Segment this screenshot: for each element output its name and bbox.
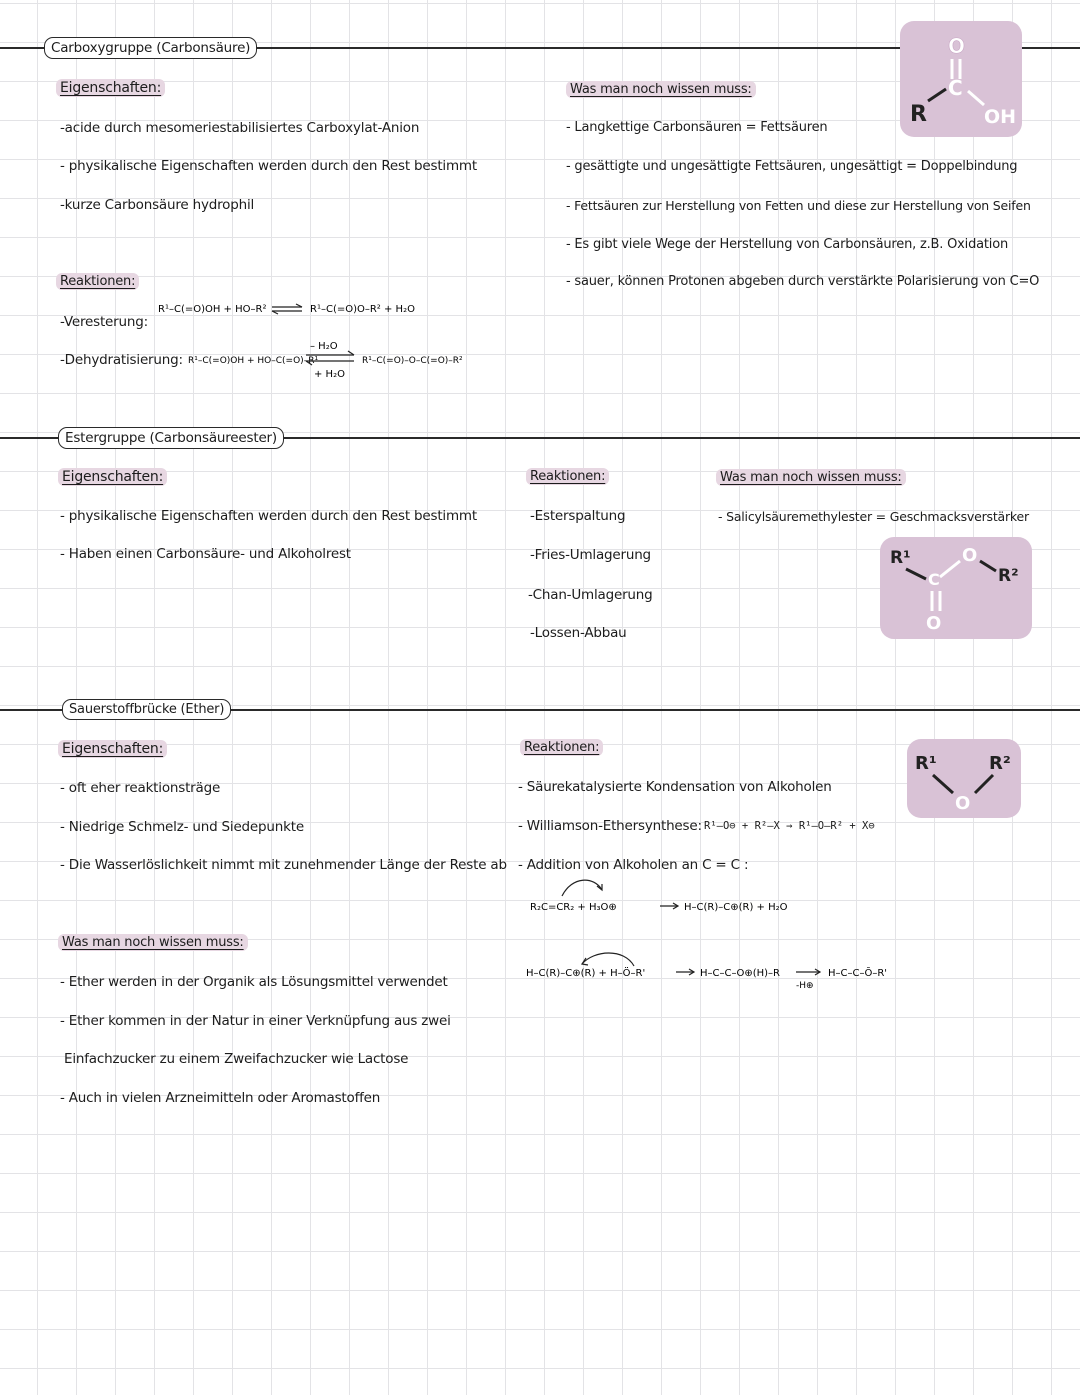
ester-reaction-2: -Fries-Umlagerung xyxy=(530,547,651,563)
carboxy-prop-2: - physikalische Eigenschaften werden durch den Rest bestimmt xyxy=(60,158,477,174)
carboxy-prop-3: -kurze Carbonsäure hydrophil xyxy=(60,197,255,213)
addition2-left: H–C(R)–C⊕(R) + H–Ö–R' xyxy=(526,968,646,979)
ether-reaction-3: - Addition von Alkoholen an C = C : xyxy=(518,857,749,873)
carboxy-know-heading: Was man noch wissen muss: xyxy=(566,81,756,98)
section-title-carboxy: Carboxygruppe (Carbonsäure) xyxy=(44,37,257,59)
ether-know-3: Einfachzucker zu einem Zweifachzucker wie Lactose xyxy=(64,1051,409,1067)
carboxy-reactions-heading: Reaktionen: xyxy=(56,273,139,290)
carboxy-struct-r: R xyxy=(910,102,927,127)
addition2-minus: -H⊕ xyxy=(796,981,814,991)
ether-struct-r1: R¹ xyxy=(915,753,937,774)
ester-structure xyxy=(880,537,1032,639)
carboxy-know-3: - Fettsäuren zur Herstellung von Fetten und diese zur Herstellung von Seifen xyxy=(566,198,1031,213)
ester-prop-1: - physikalische Eigenschaften werden durch den Rest bestimmt xyxy=(60,508,477,524)
ester-struct-c: C xyxy=(928,570,940,589)
ester-know-heading: Was man noch wissen muss: xyxy=(716,469,906,486)
carboxy-reaction-veresterung: -Veresterung: xyxy=(60,314,148,330)
ester-reactions-heading: Reaktionen: xyxy=(526,468,609,485)
addition-scheme-1 xyxy=(524,874,804,930)
carboxy-know-2: - gesättigte und ungesättigte Fettsäuren, ungesättigt = Doppelbindung xyxy=(566,159,1018,174)
addition1-left: R₂C=CR₂ + H₃O⊕ xyxy=(530,902,617,913)
ether-props-heading: Eigenschaften: xyxy=(58,740,167,758)
carboxy-struct-oh: OH xyxy=(984,106,1017,128)
eq1-right: R¹–C(=O)O–R² + H₂O xyxy=(310,304,415,315)
ester-struct-o-bottom: O xyxy=(926,613,942,634)
eq1-left: R¹–C(=O)OH + HO–R² xyxy=(158,304,267,315)
section-title-ester: Estergruppe (Carbonsäureester) xyxy=(58,427,284,449)
ether-struct-o: O xyxy=(955,793,971,814)
ether-struct-r2: R² xyxy=(989,753,1011,774)
eq2-right: R¹–C(=O)–O–C(=O)–R² xyxy=(362,356,463,366)
carboxy-props-heading: Eigenschaften: xyxy=(56,79,165,97)
ether-prop-1: - oft eher reaktionsträge xyxy=(60,780,221,796)
ether-prop-2: - Niedrige Schmelz- und Siedepunkte xyxy=(60,819,304,835)
carboxy-know-4: - Es gibt viele Wege der Herstellung von Carbonsäuren, z.B. Oxidation xyxy=(566,237,1008,252)
ether-know-heading: Was man noch wissen muss: xyxy=(58,934,248,951)
ester-struct-r2: R² xyxy=(998,566,1019,586)
ether-structure xyxy=(907,739,1021,818)
addition2-right: H–C–C–Ō–R' xyxy=(828,968,888,979)
ester-know-1: - Salicylsäuremethylester = Geschmacksverstärker xyxy=(718,509,1029,524)
ether-know-1: - Ether werden in der Organik als Lösungsmittel verwendet xyxy=(60,974,448,990)
williamson-equation: R¹–O⊖ + R²–X → R¹–O–R² + X⊖ xyxy=(704,820,875,832)
veresterung-equation xyxy=(150,285,440,330)
ester-struct-r1: R¹ xyxy=(890,548,911,568)
eq2-plus: + H₂O xyxy=(314,369,345,380)
section-title-ether: Sauerstoffbrücke (Ether) xyxy=(62,699,231,720)
addition1-right: H–C(R)–C⊕(R) + H₂O xyxy=(684,902,788,913)
ether-reaction-1: - Säurekatalysierte Kondensation von Alkoholen xyxy=(518,779,832,795)
addition2-mid: H–C–C–O⊕(H)–R xyxy=(700,968,781,979)
ester-prop-2: - Haben einen Carbonsäure- und Alkoholrest xyxy=(60,546,351,562)
addition-scheme-2 xyxy=(524,944,944,1004)
ether-reactions-heading: Reaktionen: xyxy=(520,739,603,756)
carboxy-struct-o: O xyxy=(948,34,966,58)
carboxy-reaction-dehydratisierung: -Dehydratisierung: xyxy=(60,352,183,368)
ether-reaction-2: - Williamson-Ethersynthese: xyxy=(518,818,702,834)
ether-know-2: - Ether kommen in der Natur in einer Verknüpfung aus zwei xyxy=(60,1013,451,1029)
ester-struct-o-top: O xyxy=(962,545,978,566)
eq2-minus: – H₂O xyxy=(310,341,338,352)
ether-prop-3: - Die Wasserlöslichkeit nimmt mit zunehmender Länge der Reste ab xyxy=(60,857,507,873)
carboxy-prop-1: -acide durch mesomeriestabilisiertes Carboxylat-Anion xyxy=(60,120,420,136)
eq2-left: R¹–C(=O)OH + HO–C(=O)–R¹ xyxy=(188,356,319,366)
carboxy-structure xyxy=(900,21,1022,137)
carboxy-struct-c: C xyxy=(948,76,963,100)
ester-props-heading: Eigenschaften: xyxy=(58,468,167,486)
carboxy-know-1: - Langkettige Carbonsäuren = Fettsäuren xyxy=(566,120,828,135)
ester-reaction-1: -Esterspaltung xyxy=(530,508,626,524)
carboxy-know-5: - sauer, können Protonen abgeben durch verstärkte Polarisierung von C=O xyxy=(566,274,1040,289)
ester-reaction-4: -Lossen-Abbau xyxy=(530,625,627,641)
dehydratisierung-equation xyxy=(188,335,488,385)
ester-reaction-3: -Chan-Umlagerung xyxy=(528,587,653,603)
ether-know-4: - Auch in vielen Arzneimitteln oder Aromastoffen xyxy=(60,1090,381,1106)
